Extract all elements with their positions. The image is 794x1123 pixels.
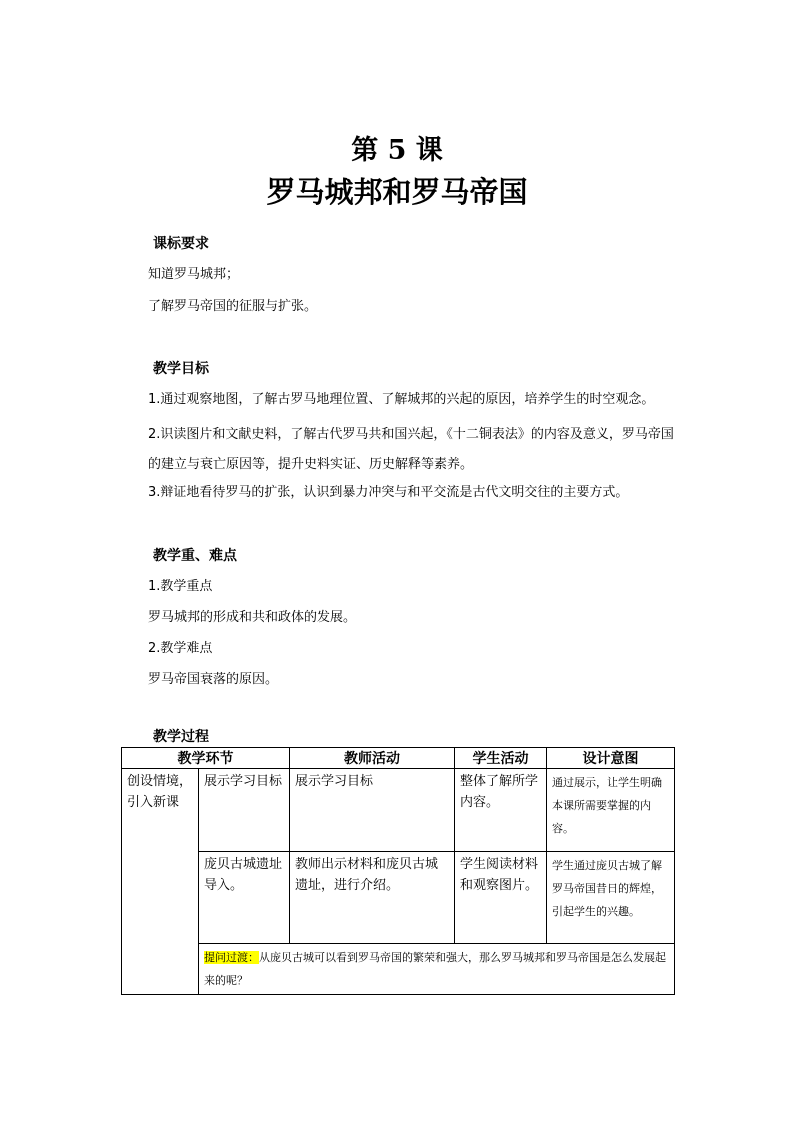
transition-label: 提问过渡： (204, 951, 259, 964)
column-header: 教师活动 (290, 748, 455, 769)
student-cell: 学生阅读材料和观察图片。 (455, 852, 547, 944)
teacher-cell: 教师出示材料和庞贝古城遗址，进行介绍。 (290, 852, 455, 944)
process-table (121, 747, 675, 995)
lesson-number: 第 5 课 (351, 135, 443, 166)
standards-heading: 课标要求 (153, 236, 209, 252)
column-header: 学生活动 (455, 748, 547, 769)
objective-item: 3.辩证地看待罗马的扩张，认识到暴力冲突与和平交流是古代文明交往的主要方式。 (148, 485, 629, 500)
transition-cell (199, 944, 675, 995)
step-cell: 展示学习目标 (199, 769, 290, 852)
transition-text: 从庞贝古城可以看到罗马帝国的繁荣和强大，那么罗马城邦和罗马帝国是怎么发展起来的呢？ (204, 951, 666, 987)
objective-item: 2.识读图片和文献史料，了解古代罗马共和国兴起，《十二铜表法》的内容及意义，罗马帝国的建立与衰亡原因等，提升史料实证、历史解释等素养。 (148, 427, 674, 472)
table-header-row (122, 748, 675, 769)
standards-item: 了解罗马帝国的征服与扩张。 (148, 299, 318, 314)
intent-cell: 通过展示，让学生明确本课所需要掌握的内容。 (547, 769, 675, 852)
column-header: 教学环节 (122, 748, 290, 769)
student-cell: 整体了解所学内容。 (455, 769, 547, 852)
process-heading: 教学过程 (153, 729, 209, 745)
objectives-heading: 教学目标 (153, 361, 209, 377)
stage-cell: 创设情境，引入新课 (122, 769, 199, 995)
table-row (122, 944, 675, 995)
lesson-title: 罗马城邦和罗马帝国 (266, 175, 528, 209)
difficulty-label: 2.教学难点 (148, 641, 213, 656)
teacher-cell: 展示学习目标 (290, 769, 455, 852)
objective-item: 1.通过观察地图，了解古罗马地理位置、了解城邦的兴起的原因，培养学生的时空观念。 (148, 392, 655, 407)
table-row (122, 852, 675, 944)
key-point-text: 罗马城邦的形成和共和政体的发展。 (148, 610, 357, 625)
step-cell: 庞贝古城遗址导入。 (199, 852, 290, 944)
key-point-label: 1.教学重点 (148, 579, 213, 594)
intent-cell: 学生通过庞贝古城了解罗马帝国昔日的辉煌，引起学生的兴趣。 (547, 852, 675, 944)
column-header: 设计意图 (547, 748, 675, 769)
difficulty-text: 罗马帝国衰落的原因。 (148, 672, 279, 687)
table-row (122, 769, 675, 852)
keypoints-heading: 教学重、难点 (153, 548, 237, 564)
standards-item: 知道罗马城邦； (148, 267, 240, 282)
